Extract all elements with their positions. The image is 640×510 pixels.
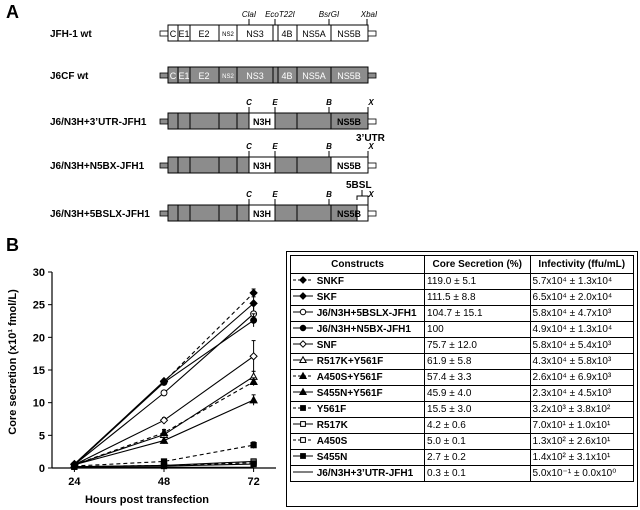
construct-name: A450S: [315, 434, 425, 450]
site-x: X: [368, 190, 374, 199]
row-label-jfh1: JFH-1 wt: [50, 29, 92, 40]
core-secretion-chart: [0, 258, 282, 508]
y-tick-label: 20: [32, 332, 45, 345]
table-row: [291, 466, 634, 482]
table-row: [291, 434, 634, 450]
seg-ns3: NS3: [246, 29, 264, 39]
site-clai: ClaI: [241, 10, 257, 19]
core-secretion-value: 100: [425, 322, 531, 338]
table-row: [291, 338, 634, 354]
core-secretion-value: 111.5 ± 8.8: [425, 290, 531, 306]
table-row: [291, 402, 634, 418]
data-point: [250, 289, 257, 296]
legend-symbol: [291, 450, 315, 466]
infectivity-value: 5.8x10⁴ ± 4.7x10³: [530, 306, 633, 322]
table-row: [291, 354, 634, 370]
core-secretion-value: 0.3 ± 0.1: [425, 466, 531, 482]
data-point: [251, 461, 256, 466]
infectivity-value: 4.3x10⁴ ± 5.8x10³: [530, 354, 633, 370]
infectivity-value: 1.3x10² ± 2.6x10¹: [530, 434, 633, 450]
row-label-n5bx: J6/N3H+N5BX-JFH1: [50, 161, 145, 172]
seg-e1: E1: [178, 29, 190, 39]
construct-name: R517K+Y561F: [315, 354, 425, 370]
site-xbai: XbaI: [360, 10, 378, 19]
construct-name: J6/N3H+N5BX-JFH1: [315, 322, 425, 338]
table-row: [291, 450, 634, 466]
table-row: [291, 306, 634, 322]
infectivity-value: 4.9x10⁴ ± 1.3x10⁴: [530, 322, 633, 338]
x-tick-label: 72: [247, 476, 260, 488]
infectivity-value: 5.0x10⁻¹ ± 0.0x10⁰: [530, 466, 633, 482]
table-row: [291, 418, 634, 434]
site-b: B: [326, 98, 332, 107]
infectivity-value: 2.3x10⁴ ± 4.5x10³: [530, 386, 633, 402]
y-tick-label: 10: [32, 397, 45, 410]
seg-e2: E2: [198, 71, 210, 81]
series-line: [74, 356, 253, 464]
row-label-j6cf: J6CF wt: [50, 71, 89, 82]
infectivity-value: 1.4x10² ± 3.1x10¹: [530, 450, 633, 466]
legend-symbol: [291, 322, 315, 338]
table-row: [291, 274, 634, 290]
legend-symbol: [291, 386, 315, 402]
infectivity-value: 7.0x10¹ ± 1.0x10¹: [530, 418, 633, 434]
core-secretion-value: 5.0 ± 0.1: [425, 434, 531, 450]
legend-marker: [300, 325, 305, 330]
x-axis-label: Hours post transfection: [84, 494, 210, 506]
seg-ns5b: NS5B: [336, 117, 362, 127]
y-tick-label: 0: [38, 463, 45, 475]
legend-marker: [300, 437, 305, 442]
row-label-utr: J6/N3H+3’UTR-JFH1: [50, 117, 147, 128]
data-point: [161, 429, 168, 435]
legend-marker: [300, 340, 306, 346]
site-c: C: [246, 98, 252, 107]
core-secretion-value: 2.7 ± 0.2: [425, 450, 531, 466]
site-b: B: [326, 142, 332, 151]
seg-ns5a: NS5A: [302, 71, 326, 81]
legend-marker: [300, 276, 306, 282]
data-point: [161, 417, 168, 424]
site-b: B: [326, 190, 332, 199]
construct-name: S455N+Y561F: [315, 386, 425, 402]
seg-n3h: N3H: [252, 209, 272, 219]
panel-label-a: A: [6, 2, 19, 22]
site-e: E: [272, 190, 278, 199]
data-point: [161, 390, 167, 396]
core-secretion-value: 4.2 ± 0.6: [425, 418, 531, 434]
seg-e1: E1: [178, 71, 190, 81]
bsl-annotation: 5BSL: [346, 180, 372, 191]
genome-schematic: [0, 0, 640, 240]
table-row: [291, 386, 634, 402]
seg-4b: 4B: [281, 71, 293, 81]
results-table: [290, 255, 634, 482]
seg-c: C: [169, 71, 177, 81]
core-secretion-value: 119.0 ± 5.1: [425, 274, 531, 290]
legend-marker: [300, 405, 305, 410]
construct-name: A450S+Y561F: [315, 370, 425, 386]
core-secretion-value: 104.7 ± 15.1: [425, 306, 531, 322]
core-secretion-value: 57.4 ± 3.3: [425, 370, 531, 386]
data-point: [161, 379, 167, 385]
legend-symbol: [291, 418, 315, 434]
infectivity-value: 3.2x10³ ± 3.8x10²: [530, 402, 633, 418]
table-row: [291, 370, 634, 386]
legend-symbol: [291, 466, 315, 482]
seg-ns5a: NS5A: [302, 29, 326, 39]
construct-name: J6/N3H+3’UTR-JFH1: [315, 466, 425, 482]
construct-name: R517K: [315, 418, 425, 434]
y-tick-label: 25: [32, 299, 45, 312]
x-tick-label: 24: [68, 476, 81, 488]
site-c: C: [246, 142, 252, 151]
seg-ns5b: NS5B: [337, 29, 361, 39]
site-x: X: [368, 142, 374, 151]
seg-n3h: N3H: [252, 161, 272, 171]
data-point: [251, 317, 257, 323]
core-secretion-value: 61.9 ± 5.8: [425, 354, 531, 370]
seg-ns5b: NS5B: [336, 161, 362, 171]
col-header-constructs: Constructs: [291, 256, 425, 274]
legend-symbol: [291, 354, 315, 370]
infectivity-value: 6.5x10⁴ ± 2.0x10⁴: [530, 290, 633, 306]
construct-name: SKF: [315, 290, 425, 306]
infectivity-value: 2.6x10⁴ ± 6.9x10³: [530, 370, 633, 386]
data-point: [250, 353, 257, 360]
y-axis-label: Core secretion (x10¹ fmol/L): [7, 289, 19, 435]
legend-symbol: [291, 290, 315, 306]
utr3-box: [368, 31, 376, 36]
row-label-5bslx: J6/N3H+5BSLX-JFH1: [50, 209, 150, 220]
table-row: [291, 322, 634, 338]
construct-name: S455N: [315, 450, 425, 466]
seg-c: C: [169, 29, 177, 39]
seg-e2: E2: [198, 29, 210, 39]
legend-symbol: [291, 274, 315, 290]
seg-ns3: NS3: [246, 71, 264, 81]
col-header-infectivity: Infectivity (ffu/mL): [530, 256, 633, 274]
legend-symbol: [291, 402, 315, 418]
core-secretion-value: 45.9 ± 4.0: [425, 386, 531, 402]
core-secretion-value: 75.7 ± 12.0: [425, 338, 531, 354]
seg-ns2: NS2: [222, 74, 234, 80]
infectivity-value: 5.7x10⁴ ± 1.3x10⁴: [530, 274, 633, 290]
legend-symbol: [291, 434, 315, 450]
panel-label-b: B: [6, 235, 19, 255]
utr-annotation: 3’UTR: [356, 133, 385, 144]
infectivity-value: 5.8x10⁴ ± 5.4x10³: [530, 338, 633, 354]
seg-4b: 4B: [281, 29, 293, 39]
seg-ns2: NS2: [222, 32, 234, 38]
legend-symbol: [291, 306, 315, 322]
data-point: [251, 443, 256, 448]
legend-symbol: [291, 370, 315, 386]
seg-ns5b: NS5B: [336, 209, 362, 219]
construct-name: J6/N3H+5BSLX-JFH1: [315, 306, 425, 322]
seg-n3h: N3H: [252, 117, 272, 127]
x-tick-label: 48: [157, 476, 171, 488]
table-row: [291, 290, 634, 306]
data-point: [72, 464, 77, 469]
data-point: [161, 437, 168, 443]
legend-marker: [300, 453, 305, 458]
col-header-core-secretion: Core Secretion (%): [425, 256, 531, 274]
legend-marker: [300, 292, 306, 298]
seg-ns5b: NS5B: [337, 71, 361, 81]
construct-name: SNF: [315, 338, 425, 354]
utr5-box: [160, 31, 168, 36]
construct-name: Y561F: [315, 402, 425, 418]
legend-symbol: [291, 338, 315, 354]
data-point: [250, 397, 257, 403]
legend-marker: [300, 309, 305, 314]
legend-marker: [300, 421, 305, 426]
site-x: X: [368, 98, 374, 107]
y-tick-label: 5: [38, 430, 45, 443]
y-tick-label: 15: [32, 365, 45, 377]
site-ecot22i: EcoT22I: [265, 10, 295, 19]
site-c: C: [246, 190, 252, 199]
core-secretion-value: 15.5 ± 3.0: [425, 402, 531, 418]
construct-name: SNKF: [315, 274, 425, 290]
site-e: E: [272, 142, 278, 151]
y-tick-label: 30: [32, 267, 45, 279]
site-bsrgi: BsrGI: [318, 10, 340, 19]
site-e: E: [272, 98, 278, 107]
